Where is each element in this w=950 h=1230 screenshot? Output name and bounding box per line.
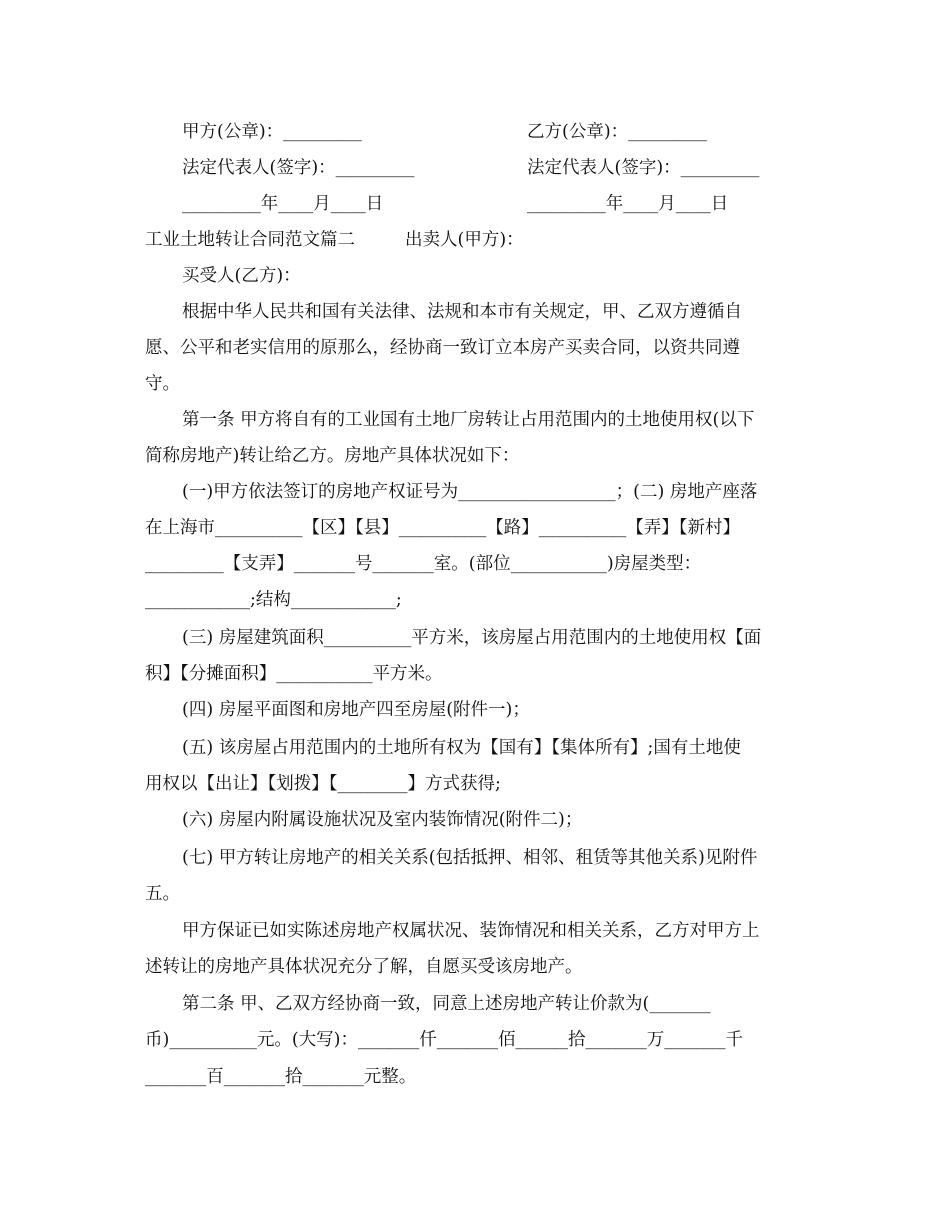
paragraph-line: 根据中华人民共和国有关法律、法规和本市有关规定，甲、乙双方遵循自 (182, 302, 742, 322)
seller-label: 出卖人(甲方)： (405, 230, 524, 250)
party-a-representative-line: 法定代表人(签字)：_________ (182, 158, 415, 178)
party-a-seal-line: 甲方(公章)：_________ (182, 122, 362, 142)
item-four-line: (四) 房屋平面图和房地产四至房屋(附件一)； (182, 700, 530, 720)
paragraph-line: 五。 (145, 884, 180, 904)
party-b-representative-line: 法定代表人(签字)：_________ (527, 158, 760, 178)
item-three-line: (三) 房屋建筑面积__________平方米，该房屋占用范围内的土地使用权【面 (182, 628, 762, 648)
guarantee-line: 甲方保证已如实陈述房地产权属状况、装饰情况和相关关系，乙方对甲方上 (182, 921, 760, 941)
paragraph-line: 简称房地产)转让给乙方。房地产具体状况如下： (145, 446, 520, 466)
article-two-line: 第二条 甲、乙双方经协商一致，同意上述房地产转让价款为(_______ (182, 994, 711, 1014)
item-six-line: (六) 房屋内附属设施状况及室内装饰情况(附件二)； (182, 810, 583, 830)
section-title: 工业土地转让合同范文篇二 (145, 230, 355, 250)
party-b-date-line: _________年____月____日 (527, 194, 729, 214)
paragraph-line: _________【支弄】_______号_______室。(部位___________)房屋类型： (145, 554, 702, 574)
party-b-seal-line: 乙方(公章)：_________ (527, 122, 707, 142)
party-a-date-line: _________年____月____日 (182, 194, 384, 214)
paragraph-line: 在上海市__________【区】【县】__________【路】__________【弄】【新村】 (145, 518, 740, 538)
buyer-label: 买受人(乙方)： (182, 266, 301, 286)
paragraph-line: ____________;结构____________; (145, 590, 402, 610)
paragraph-line: _______百_______拾_______元整。 (145, 1067, 417, 1087)
item-one-line: (一)甲方依法签订的房地产权证号为__________________；(二) 房地产座落 (182, 482, 758, 502)
paragraph-line: 用权以【出让】【划拨】【________】方式获得; (145, 774, 501, 794)
paragraph-line: 积】【分摊面积】___________平方米。 (145, 664, 443, 684)
paragraph-line: 愿、公平和老实信用的原那么，经协商一致订立本房产买卖合同，以资共同遵 (145, 338, 740, 358)
paragraph-line: 述转让的房地产具体状况充分了解，自愿买受该房地产。 (145, 957, 583, 977)
article-one-line: 第一条 甲方将自有的工业国有土地厂房转让占用范围内的土地使用权(以下 (182, 410, 755, 430)
item-seven-line: (七) 甲方转让房地产的相关关系(包括抵押、相邻、租赁等其他关系)见附件 (182, 848, 758, 868)
paragraph-line: 币)__________元。(大写)：_______仟_______佰______拾_______万_______千 (145, 1030, 743, 1050)
item-five-line: (五) 该房屋占用范围内的土地所有权为【国有】【集体所有】;国有土地使 (182, 738, 741, 758)
paragraph-line: 守。 (145, 374, 180, 394)
